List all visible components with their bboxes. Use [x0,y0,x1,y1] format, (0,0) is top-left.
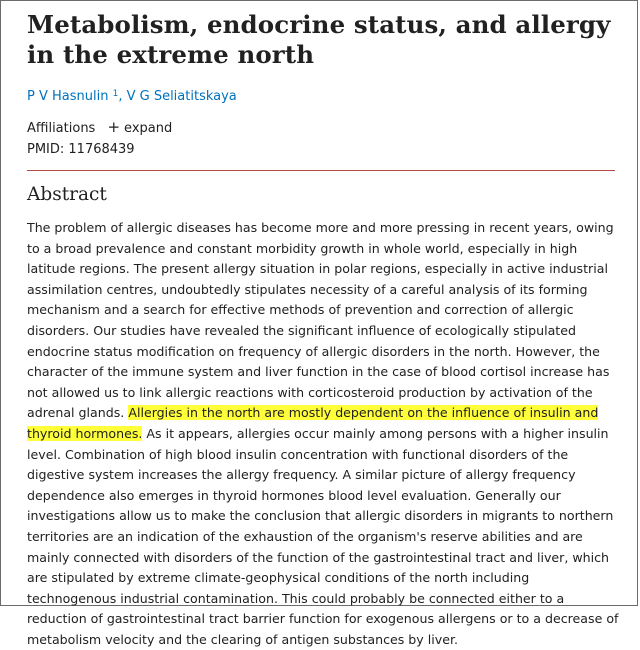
abstract-text-part-1: The problem of allergic diseases has become more and more pressing in recent years, owing to a broad prevalence and constant morbidity growth in whole world, especially in high latitude regions. The present allergy situation in polar regions, especially in active industrial assimilation centres, undoubtedly stipulates necessity of a careful analysis of its forming mechanism and a search for effective methods of prevention and correction of allergic disorders. Our studies have revealed the significant influence of ecologically stipulated endocrine status modification on frequency of allergic disorders in the north. However, the character of the immune system and liver function in the case of blood cortisol increase has not allowed us to link allergic reactions with corticosteroid production by activation of the adrenal glands. [27,220,614,421]
abstract-heading: Abstract [27,184,107,205]
expand-label: expand [124,121,173,136]
affiliation-ref-1[interactable]: 1 [112,89,119,99]
article-title: Metabolism, endocrine status, and allergy in the extreme north [27,10,611,69]
author-separator: , [118,89,127,104]
author-link-hasnulin[interactable]: P V Hasnulin [27,89,109,104]
affiliations-label: Affiliations [27,121,96,136]
highlighted-sentence: Allergies in the north are mostly dependent on the influence of insulin and thyroid hormones. [27,405,599,441]
pmid: PMID: 11768439 [27,142,135,157]
abstract-text-part-2: As it appears, allergies occur mainly among persons with a higher insulin level. Combination of high blood insulin concentration with functional disorders of the digestive system increases the allergy frequency. A similar picture of allergy frequency dependence also emerges in thyroid hormones blood level evaluation. Generally our investigations allow us to make the conclusion that allergic disorders in migrants to northern territories are an indication of the exhaustion of the organism's reserve abilities and are mainly connected with disorders of the function of the gastrointestinal tract and liver, which are stipulated by extreme climate-geophysical conditions of the north including technogenous industrial contamination. This could probably be connected either to a reduction of gastrointestinal tract barrier function for exogenous allergens or to a decrease of metabolism velocity and the clearing of antigen substances by liver. [27,425,619,647]
author-list [27,88,237,106]
plus-icon: + [107,118,121,136]
section-divider [27,170,615,171]
author-link-seliatitskaya[interactable]: V G Seliatitskaya [126,89,237,104]
expand-affiliations-button[interactable] [107,118,173,136]
affiliations-row [27,118,172,138]
abstract-text [27,218,619,650]
